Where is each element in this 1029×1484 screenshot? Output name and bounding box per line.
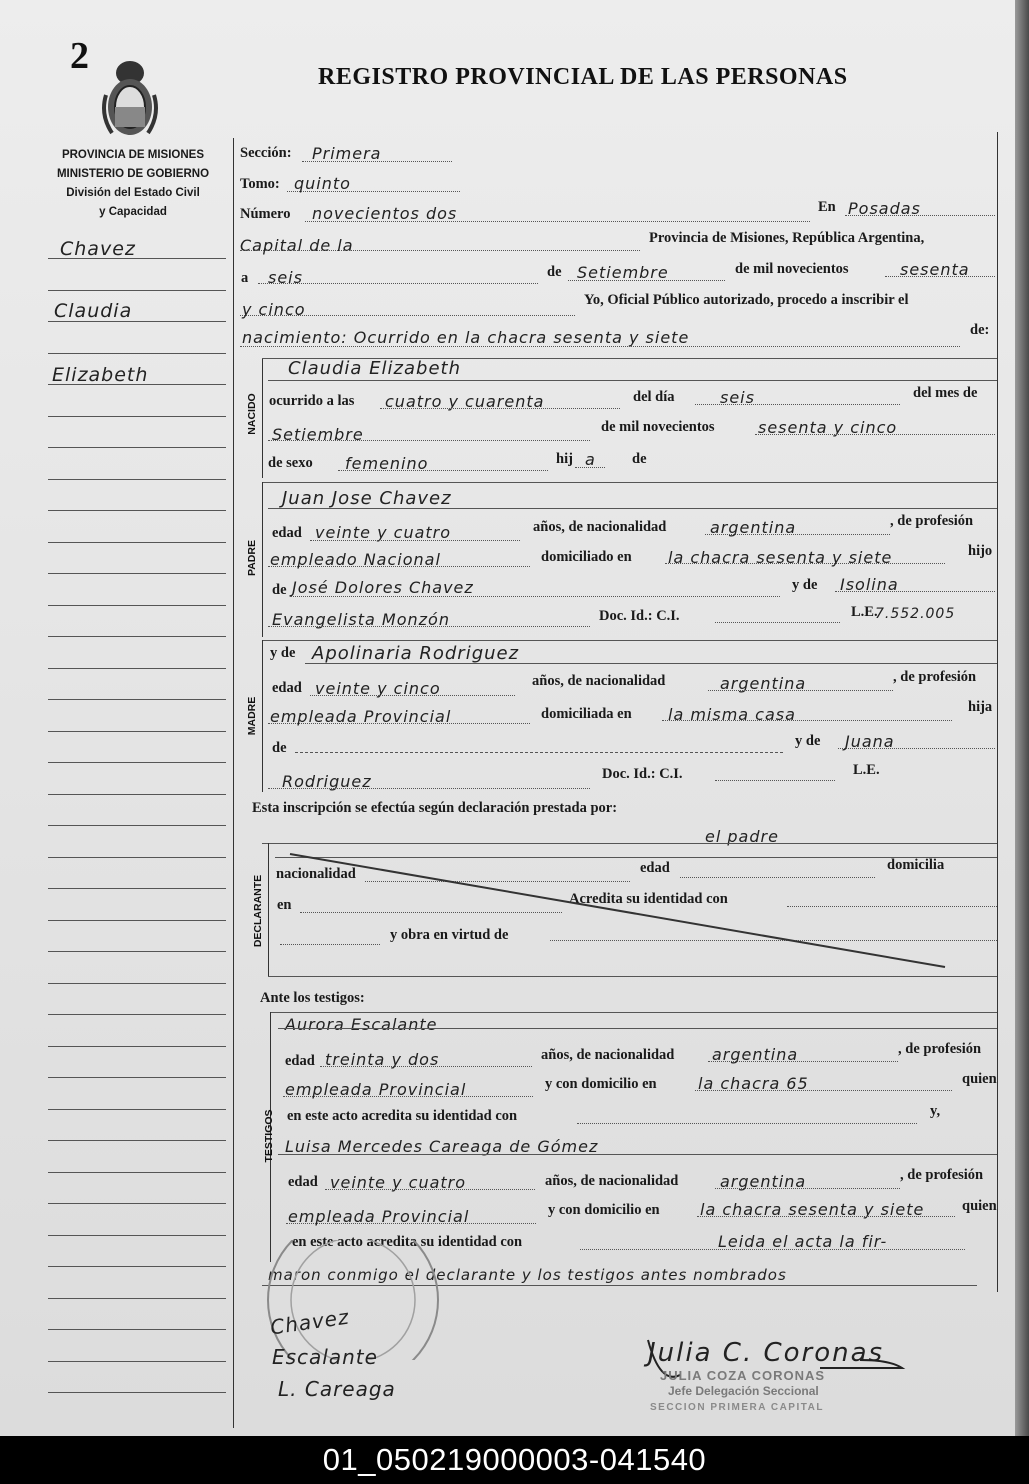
testigo2-dom-label: y con domicilio en	[548, 1202, 660, 1218]
testigo1-prof-label: , de profesión	[898, 1041, 982, 1057]
margin-ruled-line	[48, 951, 226, 952]
nacido-mes-value: Setiembre	[272, 425, 364, 444]
margin-first-name: Claudia	[54, 300, 133, 322]
nacido-section-label: NACIDO	[246, 393, 258, 435]
padre-madre-de-b: Evangelista Monzón	[272, 610, 450, 629]
margin-ruled-line	[48, 510, 226, 511]
margin-ruled-line	[48, 1235, 226, 1236]
seccion-label: Sección:	[240, 145, 292, 161]
margin-ruled-line	[48, 573, 226, 574]
margin-ruled-line	[48, 1361, 226, 1362]
sexo-label: de sexo	[268, 455, 313, 471]
testigo1-nac-value: argentina	[712, 1045, 799, 1064]
closing-statement: maron conmigo el declarante y los testigos antes nombrados	[268, 1266, 787, 1284]
padre-nombre: Juan Jose Chavez	[282, 488, 452, 509]
declarante-acredita-label: Acredita su identidad con	[569, 891, 728, 907]
sexo-value: femenino	[345, 454, 429, 473]
form-left-border	[233, 138, 234, 1428]
padre-doc-label: Doc. Id.: C.I.	[599, 608, 680, 624]
margin-ruled-line	[48, 636, 226, 637]
de-colon: de:	[970, 322, 990, 338]
margin-ruled-line	[48, 447, 226, 448]
margin-surname: Chavez	[60, 238, 136, 260]
margin-ruled-line	[48, 1172, 226, 1173]
signature-declarante: Chavez	[268, 1304, 351, 1340]
margin-ruled-line	[48, 290, 226, 291]
tomo-label: Tomo:	[240, 176, 280, 192]
madre-hija-label: hija	[968, 699, 993, 715]
declarante-dom-label: domicilia	[887, 857, 945, 873]
a-value: seis	[268, 268, 303, 287]
anio-value-a: sesenta	[900, 260, 970, 279]
declaracion-value: el padre	[705, 827, 779, 846]
footer-document-id: 01_050219000003-041540	[0, 1436, 1029, 1484]
margin-ruled-line	[48, 794, 226, 795]
a-label: a	[241, 270, 249, 286]
padre-dom-value: la chacra sesenta y siete	[668, 548, 893, 567]
document-title: REGISTRO PROVINCIAL DE LAS PERSONAS	[318, 64, 848, 90]
margin-ruled-line	[48, 542, 226, 543]
margin-ruled-line	[48, 1329, 226, 1330]
margin-ruled-line	[48, 762, 226, 763]
margin-ruled-line	[48, 1140, 226, 1141]
padre-nac-value: argentina	[710, 518, 797, 537]
margin-ruled-line	[48, 731, 226, 732]
de-label: de	[547, 264, 562, 280]
margin-ruled-line	[48, 1298, 226, 1299]
testigo2-nac-value: argentina	[720, 1172, 807, 1191]
declarante-cancel-stroke	[280, 850, 960, 975]
margin-ruled-line	[48, 699, 226, 700]
official-seal	[258, 1240, 448, 1360]
seccion-value: Primera	[312, 144, 382, 163]
en-label: En	[818, 199, 836, 215]
testigo1-y-label: y,	[930, 1103, 941, 1119]
padre-edad-value: veinte y cuatro	[315, 523, 452, 542]
declarante-obra-label: y obra en virtud de	[390, 927, 509, 943]
signature-testigo2: L. Careaga	[278, 1377, 396, 1401]
testigo1-edad-label: edad	[285, 1053, 315, 1069]
madre-section-label: MADRE	[246, 696, 258, 736]
declarante-section-label: DECLARANTE	[252, 874, 264, 948]
testigo1-anos-label: años, de nacionalidad	[541, 1047, 675, 1063]
madre-dom-value: la misma casa	[668, 705, 796, 724]
tomo-value: quinto	[294, 174, 351, 193]
madre-anos-label: años, de nacionalidad	[532, 673, 666, 689]
anio-value-b: y cinco	[242, 300, 306, 319]
madre-madre-de-b: Rodriguez	[282, 772, 372, 791]
padre-y-de-label: y de	[792, 577, 818, 593]
del-dia-label: del día	[633, 389, 675, 405]
padre-le-value: 7.552.005	[875, 606, 956, 622]
margin-ruled-line	[48, 1109, 226, 1110]
nacido-nombre: Claudia Elizabeth	[288, 358, 462, 379]
testigos-ante-label: Ante los testigos:	[260, 990, 365, 1006]
margin-ruled-line	[48, 983, 226, 984]
madre-le-label: L.E.	[853, 762, 880, 778]
stamp-title: Jefe Delegación Seccional	[668, 1384, 819, 1398]
padre-prof-value: empleado Nacional	[270, 550, 441, 569]
margin-ruled-line	[48, 1046, 226, 1047]
margin-ruled-line	[48, 479, 226, 480]
margin-middle-name: Elizabeth	[52, 364, 149, 386]
padre-hijo-label: hijo	[968, 543, 993, 559]
numero-value: novecientos dos	[312, 204, 458, 223]
margin-ruled-line	[48, 888, 226, 889]
madre-doc-label: Doc. Id.: C.I.	[602, 766, 683, 782]
padre-le-label: L.E.	[851, 604, 878, 620]
madre-y-de2-label: y de	[795, 733, 821, 749]
madre-prof-value: empleada Provincial	[270, 707, 452, 726]
padre-de-label: de	[272, 582, 287, 598]
padre-edad-label: edad	[272, 525, 302, 541]
issuing-authority	[38, 146, 228, 222]
testigo1-nombre: Aurora Escalante	[285, 1015, 438, 1034]
testigo2-acredita-value: Leida el acta la fir-	[718, 1232, 888, 1251]
testigo2-acredita-label: en este acto acredita su identidad con	[292, 1234, 523, 1250]
hij-value: a	[585, 450, 596, 469]
padre-anos-label: años, de nacionalidad	[533, 519, 667, 535]
testigo2-dom-value: la chacra sesenta y siete	[700, 1200, 925, 1219]
padre-dom-label: domiciliado en	[541, 549, 632, 565]
dia-value: seis	[720, 388, 755, 407]
stamp-name: JULIA COZA CORONAS	[660, 1368, 826, 1383]
page-number: 2	[70, 35, 89, 77]
mes-value: Setiembre	[577, 263, 669, 282]
authority-province: PROVINCIA DE MISIONES	[61, 149, 205, 161]
madre-nac-value: argentina	[720, 674, 807, 693]
stamp-section: SECCION PRIMERA CAPITAL	[650, 1402, 824, 1413]
padre-section-label: PADRE	[246, 540, 258, 576]
testigo1-edad-value: treinta y dos	[325, 1050, 440, 1069]
hora-value: cuatro y cuarenta	[385, 392, 545, 411]
authority-division-cont: y Capacidad	[99, 206, 167, 218]
capital-value: Capital de la	[240, 236, 354, 255]
margin-ruled-line	[48, 857, 226, 858]
madre-y-de-label: y de	[270, 645, 296, 661]
margin-ruled-line	[48, 353, 226, 354]
testigo1-dom-value: la chacra 65	[698, 1074, 809, 1093]
madre-edad-label: edad	[272, 680, 302, 696]
oficial-text: Yo, Oficial Público autorizado, procedo a inscribir el	[584, 292, 909, 308]
nacido-anio-value: sesenta y cinco	[758, 418, 898, 437]
testigo2-edad-value: veinte y cuatro	[330, 1173, 467, 1192]
en-value: Posadas	[848, 199, 921, 218]
signature-oficial: Julia C. Coronas	[648, 1338, 885, 1368]
testigo2-edad-label: edad	[288, 1174, 318, 1190]
madre-madre-de-a: Juana	[845, 732, 895, 751]
testigo1-quien-label: quien	[962, 1071, 997, 1087]
margin-ruled-line	[48, 1014, 226, 1015]
padre-madre-de-a: Isolina	[840, 575, 899, 594]
declaracion-text: Esta inscripción se efectúa según declaración prestada por:	[252, 800, 618, 816]
de-mil-label: de mil novecientos	[601, 419, 715, 435]
margin-ruled-line	[48, 1077, 226, 1078]
testigo2-quien-label: quien	[962, 1198, 997, 1214]
testigo2-nombre: Luisa Mercedes Careaga de Gómez	[285, 1137, 599, 1156]
page-edge	[1015, 0, 1029, 1436]
margin-ruled-line	[48, 605, 226, 606]
national-coat-of-arms	[100, 55, 160, 140]
padre-prof-label: , de profesión	[890, 513, 974, 529]
de-mil-text: de mil novecientos	[735, 261, 849, 277]
testigo2-anos-label: años, de nacionalidad	[545, 1173, 679, 1189]
authority-ministry: MINISTERIO DE GOBIERNO	[56, 168, 210, 180]
hij-label: hij	[556, 451, 573, 467]
declarante-en-label: en	[277, 897, 292, 913]
provincia-text: Provincia de Misiones, República Argentina,	[649, 230, 925, 246]
margin-ruled-line	[48, 920, 226, 921]
madre-de-label: de	[272, 740, 287, 756]
testigo1-prof-value: empleada Provincial	[285, 1080, 467, 1099]
margin-ruled-line	[48, 416, 226, 417]
testigo2-prof-label: , de profesión	[900, 1167, 984, 1183]
declarante-nac-label: nacionalidad	[276, 866, 356, 882]
madre-prof-label: , de profesión	[893, 669, 977, 685]
testigos-section-label: TESTIGOS	[263, 1109, 275, 1163]
declarante-edad-label: edad	[640, 860, 670, 876]
del-mes-label: del mes de	[913, 385, 978, 401]
testigo1-acredita-label: en este acto acredita su identidad con	[287, 1108, 518, 1124]
testigo1-dom-label: y con domicilio en	[545, 1076, 657, 1092]
signature-testigo1: Escalante	[272, 1345, 378, 1369]
madre-edad-value: veinte y cinco	[315, 679, 441, 698]
testigo2-prof-value: empleada Provincial	[288, 1207, 470, 1226]
authority-division: División del Estado Civil	[66, 187, 200, 199]
ocurrido-label: ocurrido a las	[269, 393, 355, 409]
margin-ruled-line	[48, 668, 226, 669]
numero-label: Número	[240, 206, 291, 222]
form-right-border	[997, 132, 998, 1292]
nacido-de-label: de	[632, 451, 647, 467]
margin-ruled-line	[48, 1392, 226, 1393]
madre-dom-label: domiciliada en	[541, 706, 632, 722]
madre-nombre: Apolinaria Rodriguez	[312, 643, 520, 664]
margin-ruled-line	[48, 1203, 226, 1204]
margin-ruled-line	[48, 1266, 226, 1267]
nacimiento-value: nacimiento: Ocurrido en la chacra sesenta y siete	[242, 328, 690, 347]
margin-ruled-line	[48, 825, 226, 826]
padre-padre-de: José Dolores Chavez	[292, 578, 474, 597]
